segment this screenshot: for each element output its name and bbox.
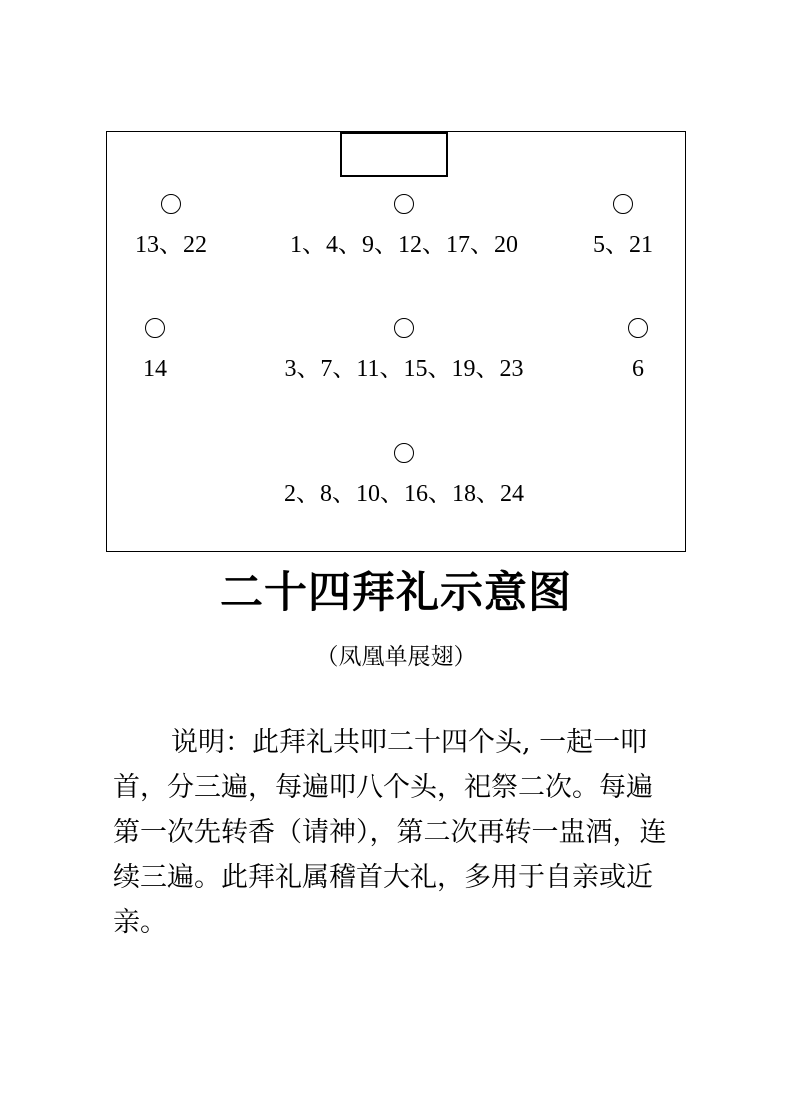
altar-box — [340, 132, 448, 177]
position-circle-icon — [145, 318, 165, 338]
position-label: 3、7、11、15、19、23 — [284, 356, 524, 382]
position-label: 14 — [143, 356, 167, 382]
position-circle-icon — [628, 318, 648, 338]
position-label: 5、21 — [593, 232, 653, 258]
position-label: 2、8、10、16、18、24 — [284, 481, 524, 507]
diagram-title: 二十四拜礼示意图 — [220, 568, 572, 618]
position-circle-icon — [161, 194, 181, 214]
position-circle-icon — [394, 194, 414, 214]
position-circle-icon — [613, 194, 633, 214]
position-label: 6 — [632, 356, 644, 382]
position-circle-icon — [394, 443, 414, 463]
position-circle-icon — [394, 318, 414, 338]
diagram-subtitle: （凤凰单展翅） — [315, 644, 477, 670]
position-label: 13、22 — [135, 232, 207, 258]
kneeling-position-diagram — [106, 131, 686, 552]
description-paragraph: 说明：此拜礼共叩二十四个头, 一起一叩首，分三遍，每遍叩八个头，祀祭二次。每遍第一次先转香（请神），第二次再转一盅酒，连续三遍。此拜礼属稽首大礼，多用于自亲或近亲。 — [113, 727, 667, 938]
position-label: 1、4、9、12、17、20 — [290, 232, 518, 258]
